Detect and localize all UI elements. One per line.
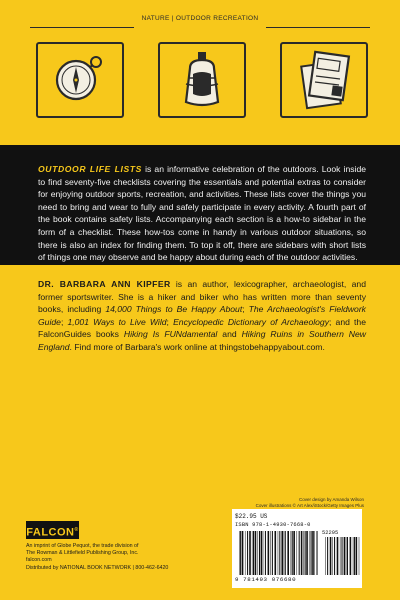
- barcode-bar: [325, 537, 326, 575]
- barcode-bar: [249, 531, 251, 575]
- registered-mark: ®: [74, 527, 79, 533]
- imprint-line: The Rowman & Littlefield Publishing Group, Inc.: [26, 550, 139, 557]
- barcode-bar: [327, 537, 328, 575]
- publisher-url: falcon.com: [26, 557, 52, 564]
- barcode-bar: [311, 531, 312, 575]
- barcode-bar: [350, 537, 352, 575]
- barcode-bar: [272, 531, 273, 575]
- bio-text: ;: [242, 304, 249, 315]
- barcode-bar: [314, 531, 315, 575]
- compass-card: [36, 42, 124, 118]
- barcode-bar: [292, 531, 293, 575]
- barcode-bar: [259, 531, 260, 575]
- credit-line: Cover design by Amanda Wilson: [298, 497, 364, 502]
- price-label: $22.95 US: [235, 513, 268, 520]
- bio-text: ;: [166, 316, 174, 327]
- description-text: is an informative celebration of the outdoors. Look inside to find seventy-five checklists covering the essentials and potential extras to consider for enjoying outdoor sports, recreation, and activities. These lists cover the things you need to bring and wear to fully and safely participate in every activity. A fourth part of the book contains safety lists. Accompanying each section is a how-to sidebar in the form of a checklist. These how-tos come in handy in various outdoor situations, so there is also an index for finding them. To top it off, there are sidebars with short lists of things one may observe and be happy about during each of the outdoor activities.: [38, 164, 366, 263]
- barcode-bar: [312, 531, 314, 575]
- barcode-bar: [304, 531, 305, 575]
- barcode-bar: [239, 531, 240, 575]
- bio-text: is an author, lexicographer, archaeologist, and former sportswriter. She is a hiker and biker who has written more than seventy books, including: [38, 279, 366, 315]
- logo-text: FALCON: [26, 526, 75, 539]
- barcode-bar: [306, 531, 308, 575]
- author-bio: [38, 278, 366, 354]
- barcode-bar: [353, 537, 354, 575]
- barcode-bar: [317, 531, 318, 575]
- barcode-bar: [293, 531, 295, 575]
- barcode-bar: [356, 537, 358, 575]
- barcode-bar: [255, 531, 257, 575]
- canteen-icon: [160, 44, 244, 116]
- barcode-bar: [253, 531, 254, 575]
- publisher-logo: [26, 521, 79, 539]
- barcode-bar: [305, 531, 306, 575]
- barcode-bar: [257, 531, 258, 575]
- category-label: NATURE | OUTDOOR RECREATION: [141, 15, 259, 22]
- isbn-label: ISBN 978-1-4930-7668-0: [235, 522, 311, 528]
- publisher-info: [26, 543, 226, 572]
- passport-card: [280, 42, 368, 118]
- barcode-bar: [263, 531, 264, 575]
- bio-text: . Find more of Barbara's work online at thingstobehappyabout.com.: [69, 341, 325, 352]
- barcode-bar: [261, 531, 263, 575]
- barcode-bar: [344, 537, 346, 575]
- book-reference: 1,001 Ways to Live Wild: [67, 316, 167, 327]
- barcode-bar: [301, 531, 303, 575]
- barcode-bar: [299, 531, 300, 575]
- book-reference: 14,000 Things to Be Happy About: [105, 304, 243, 315]
- barcode-bar: [309, 531, 310, 575]
- barcode-bar: [347, 537, 348, 575]
- imprint-line: An imprint of Globe Pequot, the trade division of: [26, 543, 139, 549]
- barcode-bar: [279, 531, 280, 575]
- barcode-bar: [284, 531, 285, 575]
- barcode-bar: [242, 531, 244, 575]
- illustration-row: [0, 42, 400, 126]
- top-bar: [0, 0, 400, 40]
- book-reference: Encyclopedic Dictionary of Archaeology: [173, 316, 329, 327]
- barcode-bar: [245, 531, 246, 575]
- barcode-bar: [354, 537, 355, 575]
- compass-icon: [38, 44, 122, 116]
- canteen-card: [158, 42, 246, 118]
- isbn-barcode: [238, 531, 320, 575]
- barcode-bar: [346, 537, 347, 575]
- book-reference: The Archaeologist's Fieldwork Guide: [38, 304, 366, 327]
- divider: [30, 27, 134, 28]
- credit-line: Cover illustrations © Art Alex/iStock/Getty Images Plus: [255, 503, 364, 508]
- bio-text: and: [217, 329, 242, 340]
- bio-text: ;: [60, 316, 68, 327]
- barcode-bar: [281, 531, 283, 575]
- barcode-bar: [340, 537, 341, 575]
- barcode-bar: [275, 531, 277, 575]
- book-title: OUTDOOR LIFE LISTS: [38, 164, 142, 174]
- book-reference: Hiking Is FUNdamental: [123, 329, 218, 340]
- barcode-bar: [252, 531, 253, 575]
- divider: [266, 27, 370, 28]
- barcode-bar: [334, 537, 335, 575]
- barcode-bar: [278, 531, 279, 575]
- barcode-bar: [330, 537, 332, 575]
- barcode-bar: [291, 531, 292, 575]
- price-code: 52295: [322, 530, 339, 536]
- barcode-bar: [337, 537, 339, 575]
- author-name: DR. BARBARA ANN KIPFER: [38, 279, 171, 289]
- barcode-bar: [342, 537, 343, 575]
- distributor-line: Distributed by NATIONAL BOOK NETWORK | 800-462-6420: [26, 564, 169, 571]
- barcode-bar: [268, 531, 270, 575]
- price-barcode: [324, 537, 360, 575]
- barcode-bar: [265, 531, 266, 575]
- barcode-bar: [359, 537, 360, 575]
- isbn-digits: 9 781493 076680: [235, 576, 297, 583]
- bio-text: ; and the FalconGuides books: [38, 316, 366, 340]
- cover-credits: [256, 497, 364, 509]
- barcode-bar: [297, 531, 298, 575]
- passport-icon: [282, 44, 366, 116]
- barcode-bar: [285, 531, 286, 575]
- book-reference: Hiking Ruins in Southern New England: [38, 329, 366, 352]
- barcode-bar: [240, 531, 241, 575]
- barcode-bar: [332, 537, 333, 575]
- barcode-bar: [247, 531, 248, 575]
- barcode-bar: [270, 531, 271, 575]
- barcode-bar: [287, 531, 289, 575]
- book-description: [38, 163, 366, 264]
